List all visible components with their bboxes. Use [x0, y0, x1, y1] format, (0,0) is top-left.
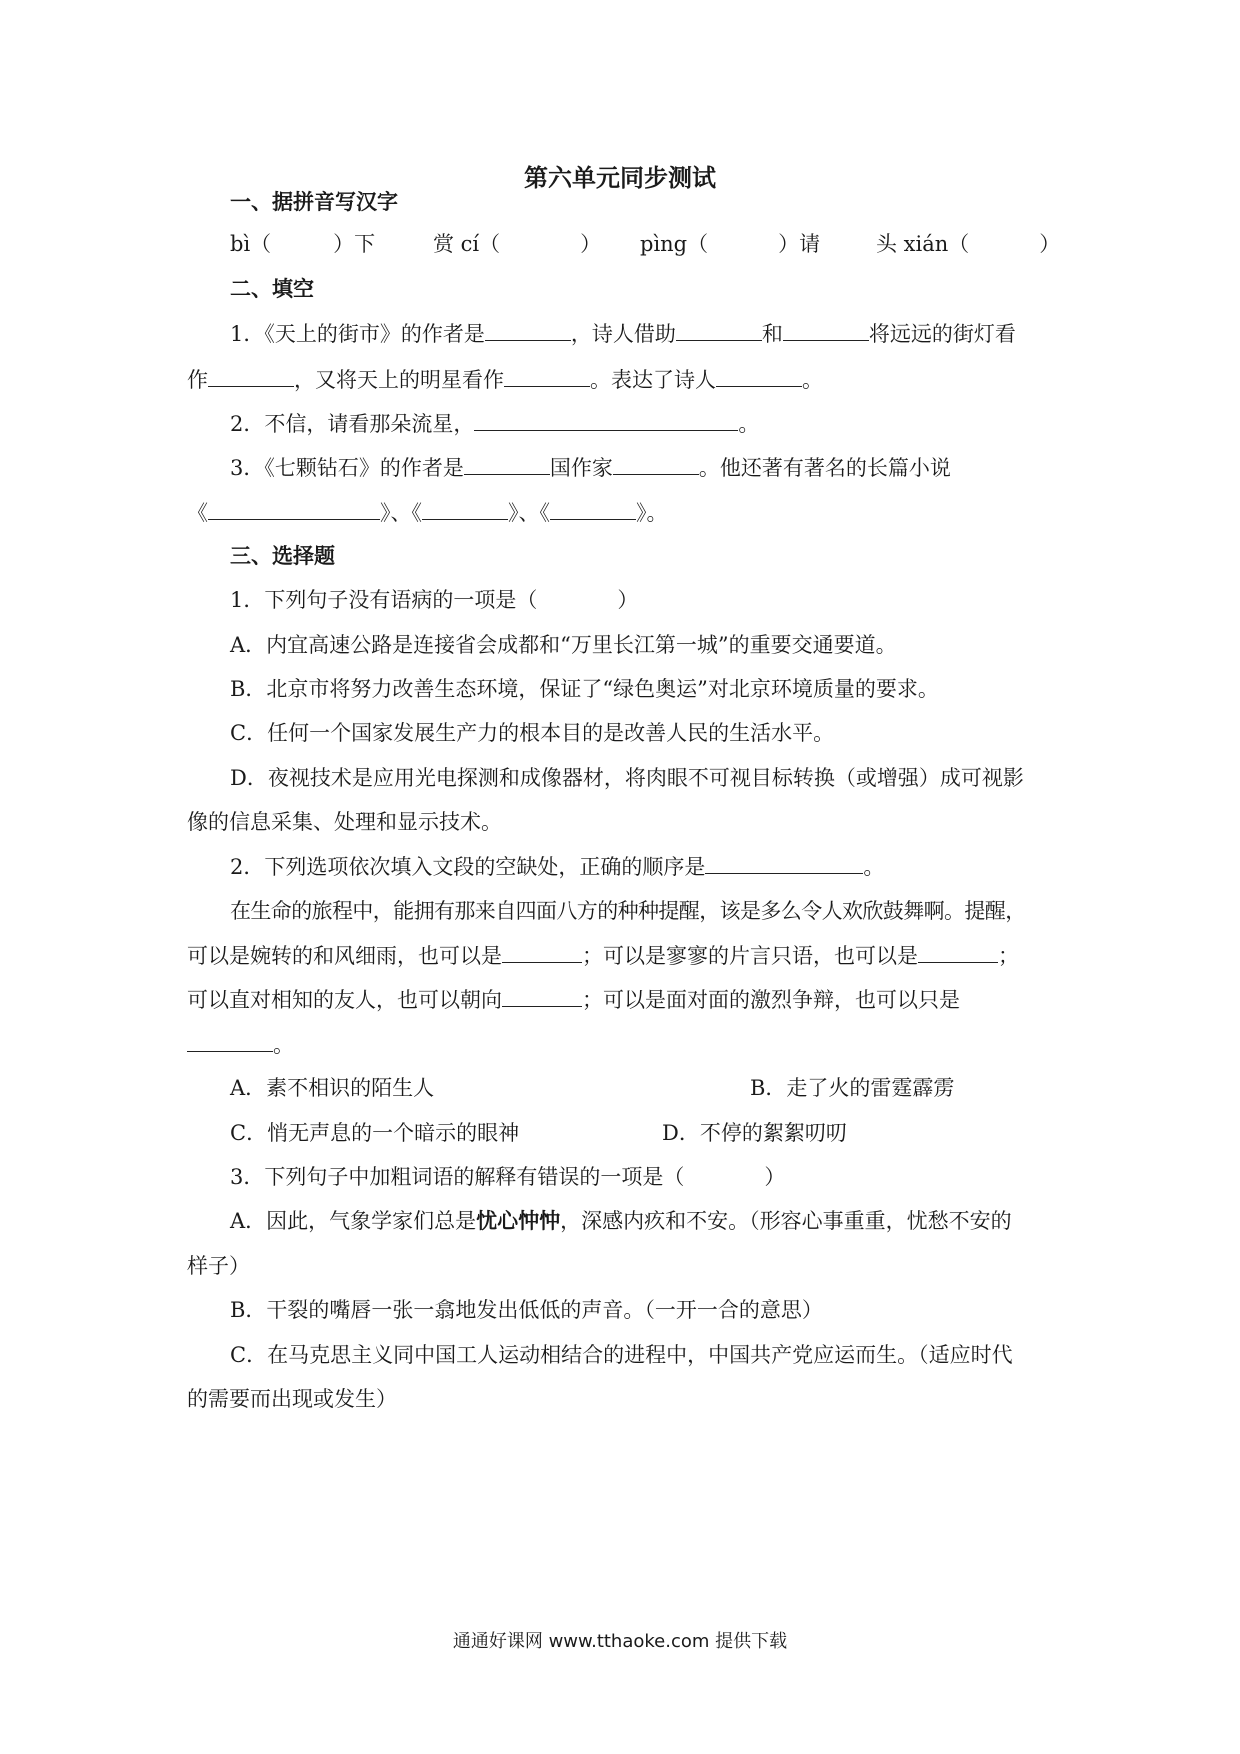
- text: 2．不信，请看那朵流星，: [230, 412, 475, 436]
- choice-q2-passage-line3: [187, 984, 960, 1015]
- choice-q2-option-a: A．素不相识的陌生人: [230, 1076, 435, 1100]
- choice-q1-option-d-line1: D．夜视技术是应用光电探测和成像器材，将肉眼不可视目标转换（或增强）成可视影: [230, 766, 1024, 790]
- choice-q1-option-c: C．任何一个国家发展生产力的根本目的是改善人民的生活水平。: [230, 721, 835, 745]
- pinyin-4-suffix: ）: [1039, 232, 1061, 256]
- text: ；可以是寥寥的片言只语，也可以是: [582, 944, 918, 968]
- choice-q2-passage-line2: [187, 940, 1019, 971]
- text: 作: [187, 368, 208, 392]
- pinyin-1-suffix: ）下: [333, 232, 376, 256]
- text: ）: [764, 1165, 786, 1189]
- text: 可以直对相知的友人，也可以朝向: [187, 988, 502, 1012]
- pinyin-3-prefix: pìng（: [640, 232, 709, 256]
- text: 。他还著有著名的长篇小说: [698, 456, 951, 480]
- text: 将远远的街灯看: [868, 322, 1016, 346]
- fill-blank[interactable]: [208, 364, 294, 387]
- pinyin-4-prefix: 头 xián（: [876, 232, 970, 256]
- fill-q3-line1: [230, 452, 951, 483]
- fill-blank[interactable]: [208, 497, 380, 520]
- pinyin-item-1: [230, 229, 375, 259]
- text: 和: [761, 322, 783, 346]
- text: A．因此，气象学家们总是: [230, 1209, 477, 1233]
- text: 》。: [636, 501, 668, 525]
- pinyin-3-suffix: ）请: [778, 232, 821, 256]
- pinyin-2-suffix: ）: [580, 232, 602, 256]
- fill-blank[interactable]: [422, 497, 508, 520]
- section-2-heading: 二、填空: [230, 277, 314, 301]
- choice-q3-option-a-line1: [230, 1206, 1012, 1236]
- choice-q3-option-c-line2: 的需要而出现或发生）: [187, 1387, 397, 1411]
- choice-q2-passage-line4: [187, 1029, 294, 1060]
- fill-q1-line1: [230, 318, 1016, 349]
- fill-blank[interactable]: [474, 408, 738, 431]
- text: ，诗人借助: [570, 322, 676, 346]
- fill-blank[interactable]: [918, 940, 998, 963]
- text: 》、《: [380, 501, 422, 525]
- text: 可以是婉转的和风细雨，也可以是: [187, 944, 502, 968]
- text: 。: [273, 1033, 294, 1057]
- choice-q2-passage-line1: 在生命的旅程中，能拥有那来自四面八方的种种提醒，该是多么令人欢欣鼓舞啊。提醒，: [230, 899, 1026, 923]
- page-footer: 通通好课网 www.tthaoke.com 提供下载: [452, 1631, 788, 1652]
- choice-q2-option-b: B．走了火的雷霆霹雳: [750, 1076, 955, 1100]
- pinyin-item-4: [876, 229, 1060, 259]
- fill-blank[interactable]: [504, 364, 590, 387]
- pinyin-item-3: [640, 229, 820, 259]
- text: ，又将天上的明星看作: [294, 368, 504, 392]
- choice-q2-option-c: C．悄无声息的一个暗示的眼神: [230, 1121, 520, 1145]
- fill-blank[interactable]: [502, 940, 582, 963]
- section-1-heading: 一、据拼音写汉字: [230, 190, 398, 214]
- text: 。: [863, 855, 885, 879]
- choice-q1-option-a: A．内宜高速公路是连接省会成都和“万里长江第一城”的重要交通要道。: [230, 633, 897, 657]
- choice-q3-option-a-line2: 样子）: [187, 1254, 250, 1278]
- text: 》、《: [508, 501, 550, 525]
- fill-blank[interactable]: [613, 452, 699, 475]
- text: ；: [998, 944, 1019, 968]
- text: 。: [738, 412, 760, 436]
- fill-blank[interactable]: [550, 497, 636, 520]
- pinyin-2-prefix: 赏 cí（: [433, 232, 501, 256]
- text: 《: [187, 501, 208, 525]
- choice-q3-stem: [230, 1162, 785, 1192]
- choice-q3-option-c-line1: C．在马克思主义同中国工人运动相结合的进程中，中国共产党应运而生。（适应时代: [230, 1343, 1013, 1367]
- section-3-heading: 三、选择题: [230, 544, 335, 568]
- fill-blank[interactable]: [187, 1029, 273, 1052]
- choice-q2-option-d: D．不停的絮絮叨叨: [662, 1121, 847, 1145]
- text: 1．下列句子没有语病的一项是（: [230, 588, 538, 612]
- text: 国作家: [549, 456, 613, 480]
- fill-q2: [230, 408, 759, 439]
- bold-term: 忧心忡忡: [476, 1209, 561, 1233]
- pinyin-1-prefix: bì（: [230, 232, 272, 256]
- fill-q3-line2: [187, 497, 668, 528]
- fill-blank[interactable]: [705, 851, 863, 874]
- text: ）: [617, 588, 639, 612]
- fill-blank[interactable]: [676, 318, 762, 341]
- text: ；可以是面对面的激烈争辩，也可以只是: [582, 988, 960, 1012]
- fill-blank[interactable]: [716, 364, 802, 387]
- pinyin-item-2: [433, 229, 601, 259]
- text: ，深感内疚和不安。（形容心事重重，忧愁不安的: [560, 1209, 1012, 1233]
- text: 。表达了诗人: [590, 368, 716, 392]
- text: 3．《七颗钻石》的作者是: [230, 456, 464, 480]
- text: 2．下列选项依次填入文段的空缺处，正确的顺序是: [230, 855, 706, 879]
- choice-q1-stem: [230, 585, 638, 615]
- page-title: 第六单元同步测试: [524, 164, 716, 192]
- choice-q3-option-b: B．干裂的嘴唇一张一翕地发出低低的声音。（一开一合的意思）: [230, 1298, 823, 1322]
- choice-q1-option-b: B．北京市将努力改善生态环境，保证了“绿色奥运”对北京环境质量的要求。: [230, 677, 939, 701]
- choice-q2-stem: [230, 851, 884, 882]
- text: 。: [802, 368, 823, 392]
- text: 1．《天上的街市》的作者是: [230, 322, 485, 346]
- fill-blank[interactable]: [783, 318, 869, 341]
- fill-q1-line2: [187, 364, 823, 395]
- fill-blank[interactable]: [502, 984, 582, 1007]
- text: 3．下列句子中加粗词语的解释有错误的一项是（: [230, 1165, 685, 1189]
- choice-q1-option-d-line2: 像的信息采集、处理和显示技术。: [187, 810, 502, 834]
- fill-blank[interactable]: [464, 452, 550, 475]
- fill-blank[interactable]: [485, 318, 571, 341]
